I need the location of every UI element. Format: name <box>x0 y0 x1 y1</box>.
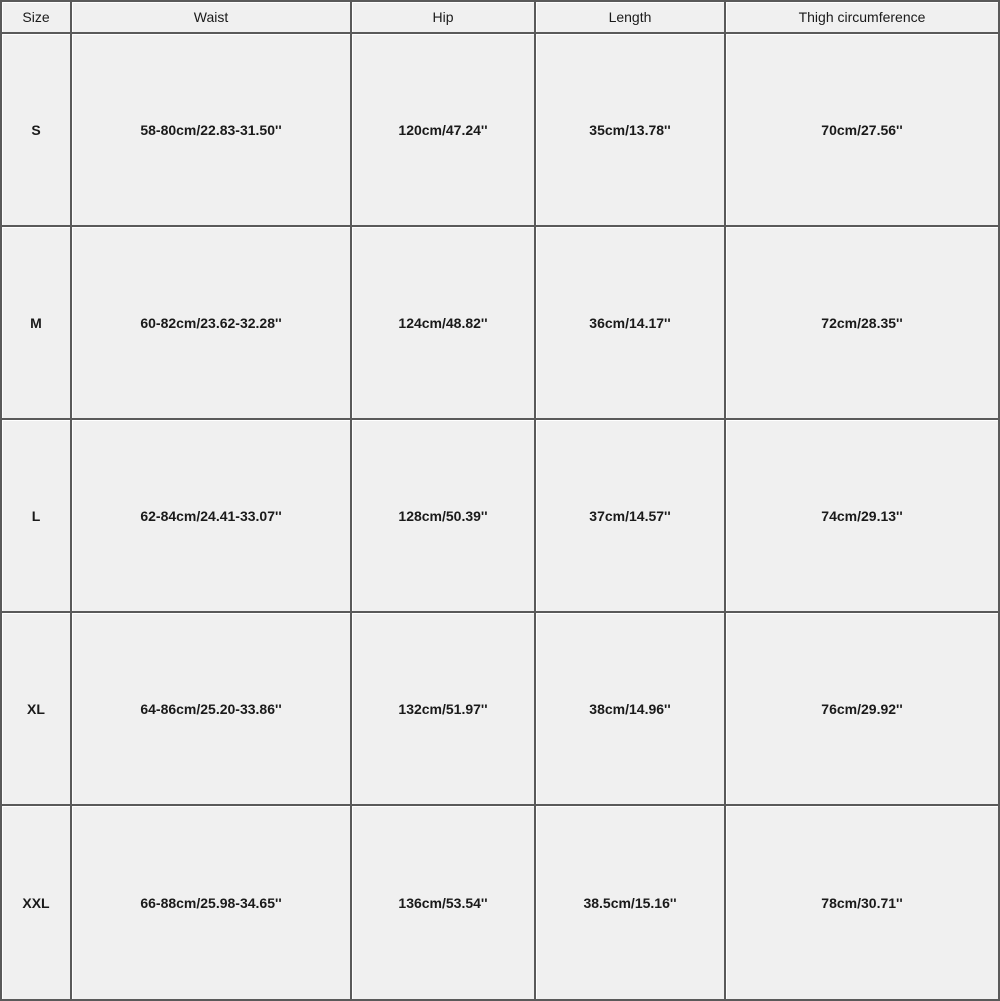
cell-thigh: 70cm/27.56'' <box>726 34 998 227</box>
cell-size: L <box>2 420 72 613</box>
cell-hip: 136cm/53.54'' <box>352 806 536 999</box>
cell-waist: 60-82cm/23.62-32.28'' <box>72 227 352 420</box>
cell-waist: 58-80cm/22.83-31.50'' <box>72 34 352 227</box>
cell-thigh: 78cm/30.71'' <box>726 806 998 999</box>
table-row <box>2 613 998 806</box>
cell-hip: 132cm/51.97'' <box>352 613 536 806</box>
cell-length: 36cm/14.17'' <box>536 227 726 420</box>
header-size: Size <box>2 2 72 34</box>
cell-hip: 128cm/50.39'' <box>352 420 536 613</box>
cell-hip: 124cm/48.82'' <box>352 227 536 420</box>
cell-size: S <box>2 34 72 227</box>
cell-waist: 64-86cm/25.20-33.86'' <box>72 613 352 806</box>
cell-size: M <box>2 227 72 420</box>
cell-thigh: 72cm/28.35'' <box>726 227 998 420</box>
cell-length: 38cm/14.96'' <box>536 613 726 806</box>
header-thigh-circumference: Thigh circumference <box>726 2 998 34</box>
table-row <box>2 420 998 613</box>
cell-length: 35cm/13.78'' <box>536 34 726 227</box>
cell-size: XL <box>2 613 72 806</box>
header-length: Length <box>536 2 726 34</box>
cell-hip: 120cm/47.24'' <box>352 34 536 227</box>
table-row <box>2 806 998 999</box>
cell-length: 38.5cm/15.16'' <box>536 806 726 999</box>
table-row <box>2 227 998 420</box>
cell-thigh: 76cm/29.92'' <box>726 613 998 806</box>
table-row <box>2 34 998 227</box>
cell-waist: 62-84cm/24.41-33.07'' <box>72 420 352 613</box>
header-row <box>2 2 998 34</box>
cell-length: 37cm/14.57'' <box>536 420 726 613</box>
cell-thigh: 74cm/29.13'' <box>726 420 998 613</box>
header-waist: Waist <box>72 2 352 34</box>
cell-waist: 66-88cm/25.98-34.65'' <box>72 806 352 999</box>
cell-size: XXL <box>2 806 72 999</box>
header-hip: Hip <box>352 2 536 34</box>
